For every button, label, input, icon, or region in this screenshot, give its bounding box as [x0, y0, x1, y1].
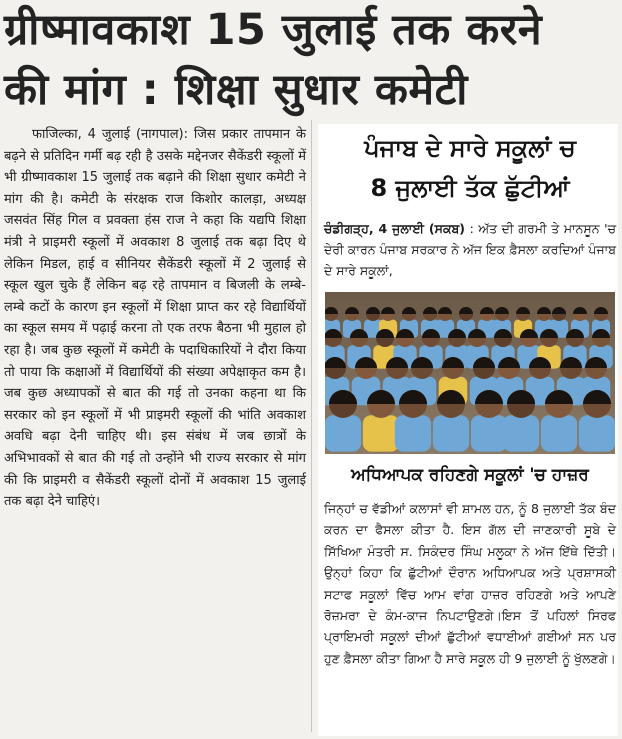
punjabi-article-body: ਜਿਨ੍ਹਾਂ ਚ ਵੱਡੀਆਂ ਕਲਾਸਾਂ ਵੀ ਸ਼ਾਮਲ ਹਨ, ਨੂੰ 8 ਜੁਲਾਈ ਤੱਕ ਬੰਦ ਕਰਨ ਦਾ ਫੈਸਲਾ ਕੀਤਾ ਹੈ. ਇਸ ਗੱਲ ਦੀ ਜਾਣਕਾਰੀ ਸੂਬੇ ਦੇ ਸਿੱਖਿਆ ਮੰਤਰੀ ਸ. ਸਿਕੰਦਰ ਸਿੰਘ ਮਲੂਕਾ ਨੇ ਅੱਜ ਇੱਥੇ ਦਿੱਤੀ। ਉਨ੍ਹਾਂ ਕਿਹਾ ਕਿ ਛੁੱਟੀਆਂ ਦੌਰਾਨ ਅਧਿਆਪਕ ਅਤੇ ਪ੍ਰਸ਼ਾਸਕੀ ਸਟਾਫ ਸਕੂਲਾਂ ਵਿੱਚ ਆਮ ਵਾਂਗ ਹਾਜ਼ਰ ਰਹਿਣਗੇ ਅਤੇ ਆਪਣੇ ਰੋਜ਼ਮਰਾ ਦੇ ਕੰਮ-ਕਾਜ ਨਿਪਟਾਉਣਗੇ।ਇਸ ਤੋਂ ਪਹਿਲਾਂ ਸਿਰਫ ਪ੍ਰਾਇਮਰੀ ਸਕੂਲਾਂ ਦੀਆਂ ਛੁੱਟੀਆਂ ਵਧਾਈਆਂ ਗਈਆਂ ਸਨ ਪਰ ਹੁਣ ਫ਼ੈਸਲਾ ਕੀਤਾ ਗਿਆ ਹੈ ਸਾਰੇ ਸਕੂਲ ਹੀ 9 ਜੁਲਾਈ ਨੂੰ ਖੁੱਲਣਗੇ। — [324, 501, 616, 666]
headline-line-2: की मांग : शिक्षा सुधार कमेटी — [4, 65, 468, 115]
punjabi-intro-text: : ਅੱਤ ਦੀ ਗਰਮੀ ਤੇ ਮਾਨਸੂਨ 'ਚ ਦੇਰੀ ਕਾਰਨ ਪੰਜਾਬ ਸਰਕਾਰ ਨੇ ਅੱਜ ਇਕ ਫ਼ੈਸਲਾ ਕਰਦਿਆਂ ਪੰਜਾਬ ਦੇ ਸਾਰੇ ਸਕੂਲਾਂ, — [324, 221, 616, 278]
student-uniform — [471, 415, 507, 451]
punjabi-article-body-block — [324, 498, 616, 669]
student-uniform — [579, 415, 615, 451]
punjabi-subheading: ਅਧਿਆਪਕ ਰਹਿਣਗੇ ਸਕੂਲਾਂ 'ਚ ਹਾਜ਼ਰ — [351, 465, 589, 485]
student-uniform — [363, 415, 399, 451]
student-uniform — [503, 415, 539, 451]
column-divider — [311, 120, 312, 732]
hindi-article-body: फाजिल्का, 4 जुलाई (नागपाल): जिस प्रकार तापमान के बढ़ने से प्रतिदिन गर्मी बढ़ रही है उसके मद्देनजर सैकेंडरी स्कूलों में भी ग्रीष्मावकाश 15 जुलाई तक बढ़ाने की शिक्षा सुधार कमेटी ने मांग की है। कमेटी के संरक्षक राज किशोर कालड़ा, अध्यक्ष जसवंत सिंह गिल व प्रवक्ता हंस राज ने कहा कि यद्यपि शिक्षा मंत्री ने प्राइमरी स्कूलों में अवकाश 8 जुलाई तक बढ़ा दिए थे लेकिन मिडल, हाई व सीनियर सैकेंडरी स्कूलों में 2 जुलाई से स्कूल खुल चुके हैं लेकिन बढ़ रहे तापमान व बिजली के लम्बे-लम्बे कटों के कारण इन स्कूलों में शिक्षा प्राप्त कर रहे विद्यार्थियों का स्कूल समय में पढ़ाई करना तो एक तरफ बैठना भी मुहाल हो रहा है। जब कुछ स्कूलों में कमेटी के पदाधिकारियों ने दौरा किया तो पाया कि कक्षाओं में विद्यार्थियों की संख्या अपेक्षाकृत कम है। जब कुछ अध्यापकों से बात की गई तो उनका कहना था कि सरकार को इन स्कूलों में भी प्राइमरी स्कूलों की भांति अवकाश अवधि बढ़ा देनी चाहिए थी। इस संबंध में जब छात्रों के अभिभावकों से बात की गई तो उन्होंने भी राज्य सरकार से मांग की कि प्राइमरी व सैकेंडरी स्कूलों दोनों में अवकाश 15 जुलाई तक बढ़ा देने चाहिएं। — [4, 127, 306, 510]
headline-line-1: ग्रीष्मावकाश 15 जुलाई तक करने — [4, 5, 543, 55]
students-photo-image — [325, 292, 615, 454]
headline — [4, 0, 618, 120]
punjabi-article-title — [324, 128, 616, 208]
hindi-article — [4, 124, 306, 513]
student-uniform — [325, 415, 361, 451]
punjabi-title-line-2: 8 ਜੁਲਾਈ ਤੱਕ ਛੁੱਟੀਆਂ — [370, 174, 570, 202]
students-photo — [325, 292, 615, 454]
punjabi-article-intro — [324, 218, 616, 281]
punjabi-title-line-1: ਪੰਜਾਬ ਦੇ ਸਾਰੇ ਸਕੂਲਾਂ ਚ — [364, 134, 576, 162]
student-uniform — [395, 415, 431, 451]
punjabi-dateline: ਚੰਡੀਗੜ੍ਹ, 4 ਜੁਲਾਈ (ਸਕਬ) — [324, 221, 465, 236]
punjabi-article — [318, 124, 618, 736]
student-uniform — [433, 415, 469, 451]
student-uniform — [541, 415, 577, 451]
